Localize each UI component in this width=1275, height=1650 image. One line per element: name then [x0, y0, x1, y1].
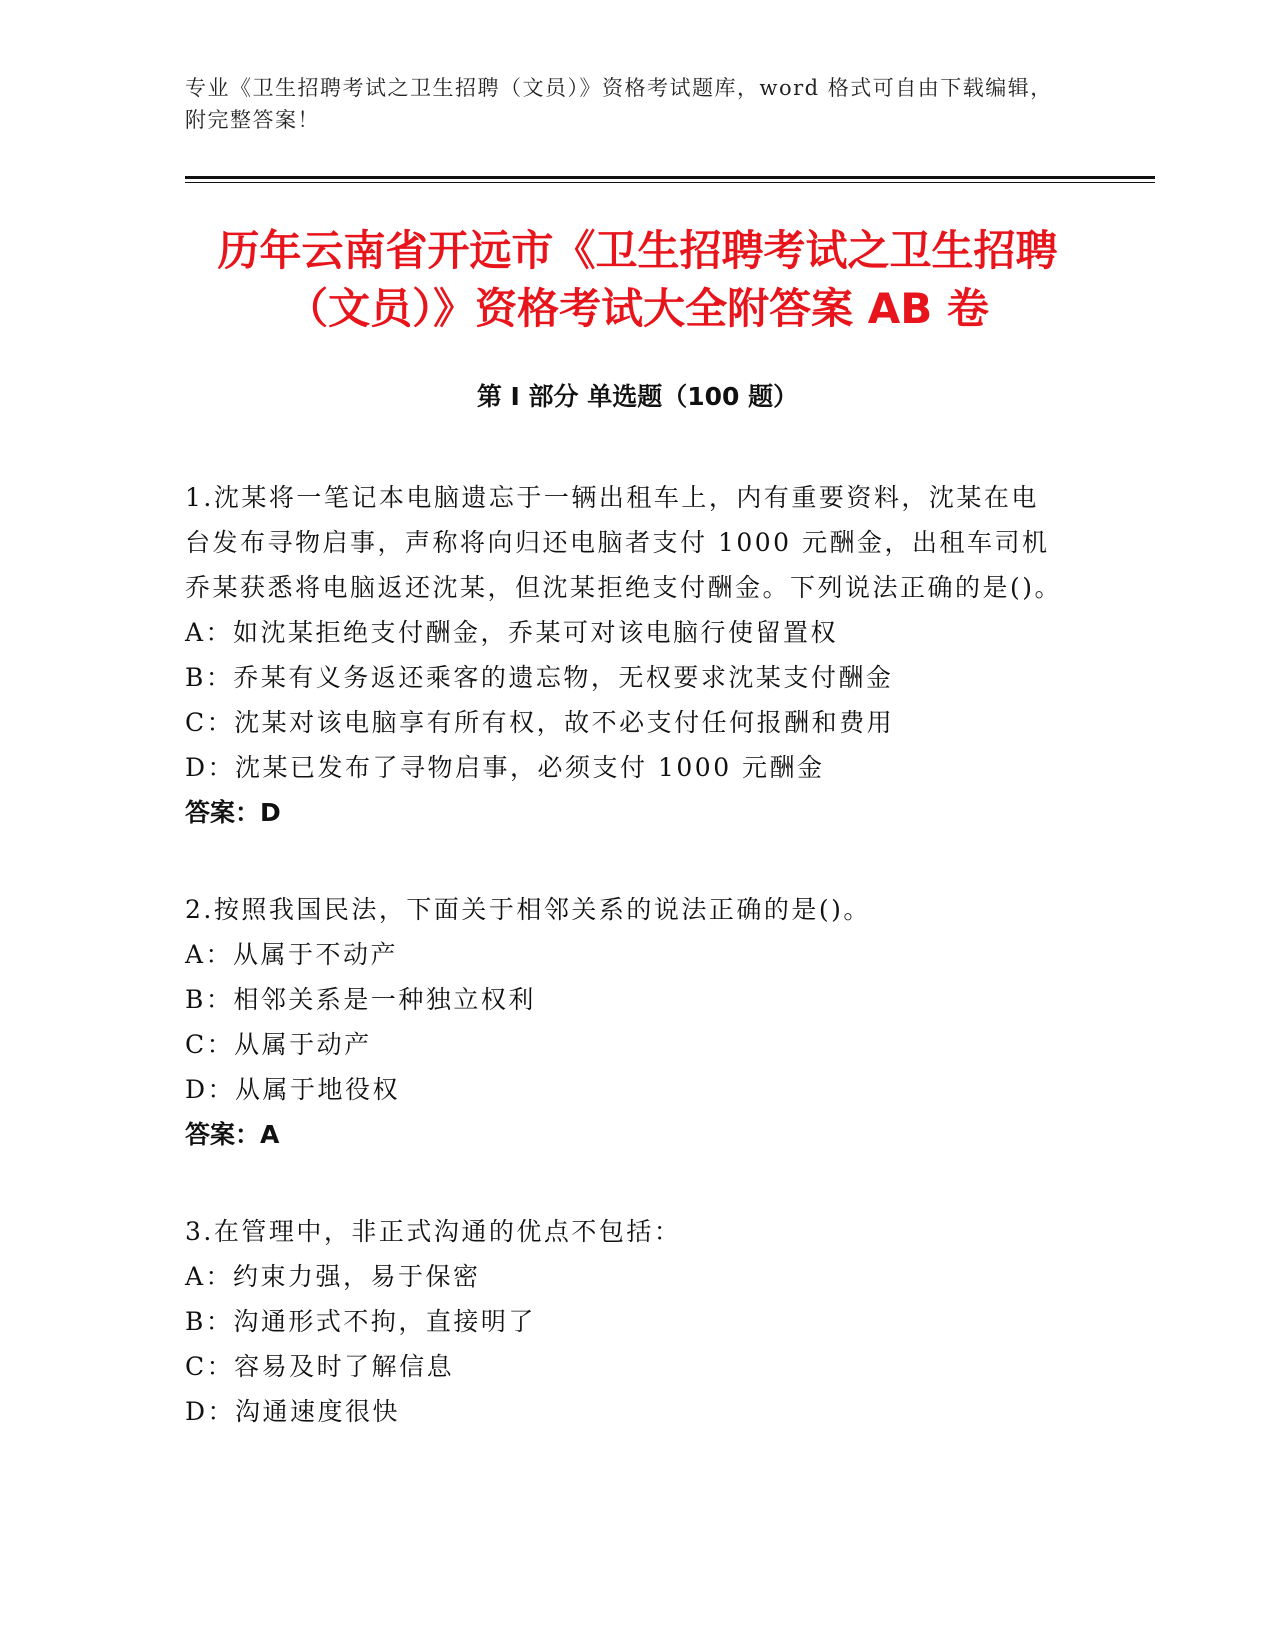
question-2 — [185, 887, 1065, 1157]
question-list — [185, 475, 1065, 1486]
question-3 — [185, 1209, 1065, 1434]
header-divider-thin — [185, 182, 1155, 183]
answer-line: 答案：D — [185, 798, 281, 827]
option-b: B：沟通形式不拘，直接明了 — [185, 1307, 536, 1336]
answer-line: 答案：A — [185, 1120, 280, 1149]
option-d: D：沈某已发布了寻物启事，必须支付 1000 元酬金 — [185, 753, 825, 782]
header-note: 专业《卫生招聘考试之卫生招聘（文员）》资格考试题库，word 格式可自由下载编辑，附完整答案！ — [185, 76, 1053, 132]
option-a: A：约束力强，易于保密 — [185, 1262, 481, 1291]
option-d: D：从属于地役权 — [185, 1075, 401, 1104]
option-c: C：沈某对该电脑享有所有权，故不必支付任何报酬和费用 — [185, 708, 895, 737]
question-stem: 3.在管理中，非正式沟通的优点不包括： — [185, 1217, 682, 1246]
question-1 — [185, 475, 1065, 835]
option-b: B：乔某有义务返还乘客的遗忘物，无权要求沈某支付酬金 — [185, 663, 894, 692]
question-stem: 1.沈某将一笔记本电脑遗忘于一辆出租车上，内有重要资料，沈某在电台发布寻物启事，声称将向归还电脑者支付 1000 元酬金，出租车司机乔某获悉将电脑返还沈某，但沈某拒绝支付酬金。下列说法正确的是()。 — [185, 483, 1063, 602]
header-divider-thick — [185, 176, 1155, 179]
option-d: D：沟通速度很快 — [185, 1397, 401, 1426]
option-a: A：从属于不动产 — [185, 940, 399, 969]
option-c: C：从属于动产 — [185, 1030, 372, 1059]
document-title: 历年云南省开远市《卫生招聘考试之卫生招聘（文员）》资格考试大全附答案 AB 卷 — [217, 226, 1058, 333]
option-b: B：相邻关系是一种独立权利 — [185, 985, 536, 1014]
question-stem: 2.按照我国民法，下面关于相邻关系的说法正确的是()。 — [185, 895, 871, 924]
option-c: C：容易及时了解信息 — [185, 1352, 455, 1381]
option-a: A：如沈某拒绝支付酬金，乔某可对该电脑行使留置权 — [185, 618, 839, 647]
section-title: 第 I 部分 单选题（100 题） — [476, 382, 799, 411]
